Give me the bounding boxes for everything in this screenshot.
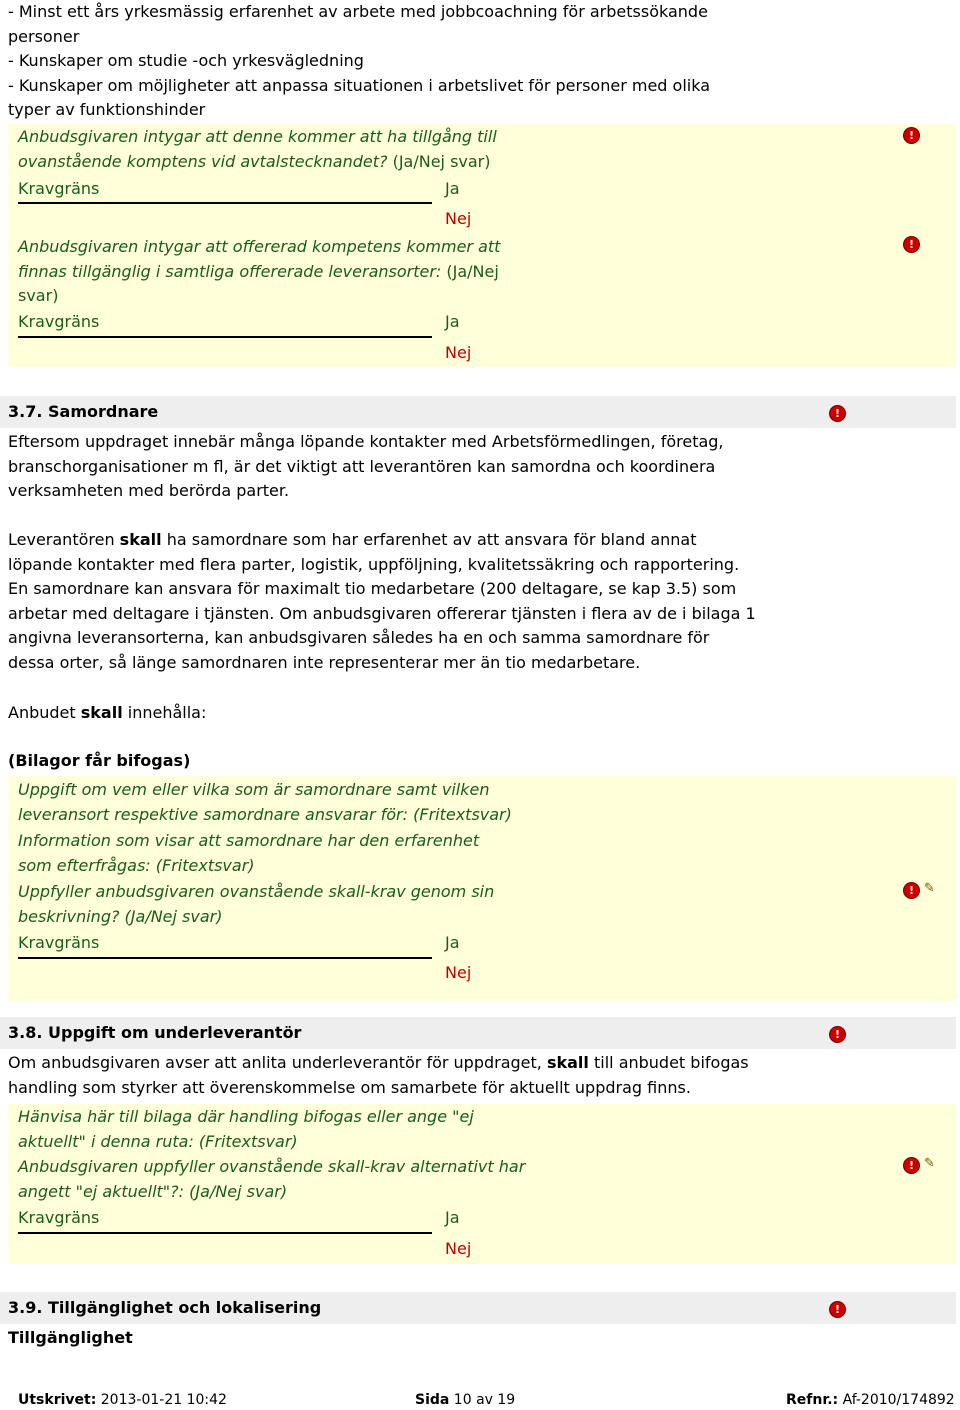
divider [18, 957, 432, 959]
footer-printed: Utskrivet: 2013-01-21 10:42 [18, 1392, 227, 1408]
answer-nej[interactable]: Nej [445, 1239, 472, 1258]
question-requirement-met: Uppfyller anbudsgivaren ovanstående skall-krav genom sin beskrivning? (Ja/Nej svar) [18, 882, 495, 926]
attachments-note: (Bilagor får bifogas) [8, 751, 191, 770]
warning-icon: ! [829, 1026, 846, 1043]
edit-icon[interactable]: ✎ [924, 1156, 935, 1171]
divider [18, 336, 432, 338]
requirement-box-2 [8, 776, 956, 1001]
question-competence-availability: Anbudsgivaren intygar att offererad kompetens kommer att finnas tillgänglig i samtliga offererade leveransorter: (Ja/Nej svar) [18, 237, 501, 305]
answer-ja[interactable]: Ja [445, 1208, 460, 1227]
warning-icon: ! [903, 1157, 920, 1174]
section-title: 3.9. Tillgänglighet och lokalisering [8, 1298, 322, 1317]
section-title: 3.8. Uppgift om underleverantör [8, 1023, 302, 1042]
question-subcontractor[interactable]: Hänvisa här till bilaga där handling bifogas eller ange "ej aktuellt" i denna ruta: (Fritextsvar) [18, 1107, 474, 1151]
footer-refnr: Refnr.: Af-2010/174892 [786, 1392, 955, 1408]
answer-nej[interactable]: Nej [445, 343, 472, 362]
requirement-box-3 [8, 1104, 956, 1264]
answer-ja[interactable]: Ja [445, 933, 460, 952]
edit-icon[interactable]: ✎ [924, 881, 935, 896]
section-header-3-7 [0, 396, 956, 428]
intro-text: - Minst ett års yrkesmässig erfarenhet av arbete med jobbcoachning för arbetssökande personer - Kunskaper om studie -och yrkesvägledning - Kunskaper om möjligheter att anpassa situationen i arbetslivet för personer med olika typer av funktionshinder [8, 2, 711, 119]
question-coordinator[interactable]: Uppgift om vem eller vilka som är samordnare samt vilken leveransort respektive samordnare ansvarar för: (Fritextsvar) [18, 780, 512, 824]
section-header-3-9 [0, 1292, 956, 1324]
kravgrans-label: Kravgräns [18, 933, 100, 952]
requirement-box-1 [8, 124, 956, 367]
paragraph: Om anbudsgivaren avser att anlita underleverantör för uppdraget, skall till anbudet bifogas handling som styrker att överenskommelse om samarbete för aktuellt uppdrag finns. [8, 1053, 749, 1097]
section-title: 3.7. Samordnare [8, 402, 159, 421]
divider [18, 202, 432, 204]
divider [18, 1232, 432, 1234]
paragraph: Eftersom uppdraget innebär många löpande kontakter med Arbetsförmedlingen, företag, branschorganisationer m fl, är det viktigt att leverantören kan samordna och koordinera verksamheten med berörda parter. [8, 432, 724, 500]
warning-icon: ! [829, 1301, 846, 1318]
question-requirement-met: Anbudsgivaren uppfyller ovanstående skall-krav alternativt har angett "ej aktuellt"?: (Ja/Nej svar) [18, 1157, 526, 1201]
paragraph: Leverantören skall ha samordnare som har erfarenhet av att ansvara för bland annat löpande kontakter med flera parter, logistik, uppföljning, kvalitetssäkring och rapportering. En samordnare kan ansvara för maximalt tio medarbetare (200 deltagare, se kap 3.5) som arbetar med deltagare i tjänsten. Om anbudsgivaren offererar tjänsten i flera av de i bilaga 1 angivna leveransorterna, kan anbudsgivaren således ha en och samma samordnare för dessa orter, så länge samordnaren inte representerar mer än tio medarbetare. [8, 530, 756, 672]
answer-nej[interactable]: Nej [445, 963, 472, 982]
kravgrans-label: Kravgräns [18, 179, 100, 198]
footer-page: Sida 10 av 19 [415, 1392, 516, 1408]
warning-icon: ! [903, 882, 920, 899]
warning-icon: ! [903, 127, 920, 144]
answer-ja[interactable]: Ja [445, 312, 460, 331]
answer-ja[interactable]: Ja [445, 179, 460, 198]
answer-nej[interactable]: Nej [445, 209, 472, 228]
warning-icon: ! [829, 405, 846, 422]
paragraph: Anbudet skall innehålla: [8, 703, 207, 722]
question-competence-access: Anbudsgivaren intygar att denne kommer att ha tillgång till ovanstående komptens vid avtalstecknandet? (Ja/Nej svar) [18, 127, 497, 171]
section-header-3-8 [0, 1017, 956, 1049]
kravgrans-label: Kravgräns [18, 1208, 100, 1227]
question-experience[interactable]: Information som visar att samordnare har den erfarenhet som efterfrågas: (Fritextsvar) [18, 831, 480, 875]
kravgrans-label: Kravgräns [18, 312, 100, 331]
warning-icon: ! [903, 236, 920, 253]
subsection-title: Tillgänglighet [8, 1328, 133, 1347]
